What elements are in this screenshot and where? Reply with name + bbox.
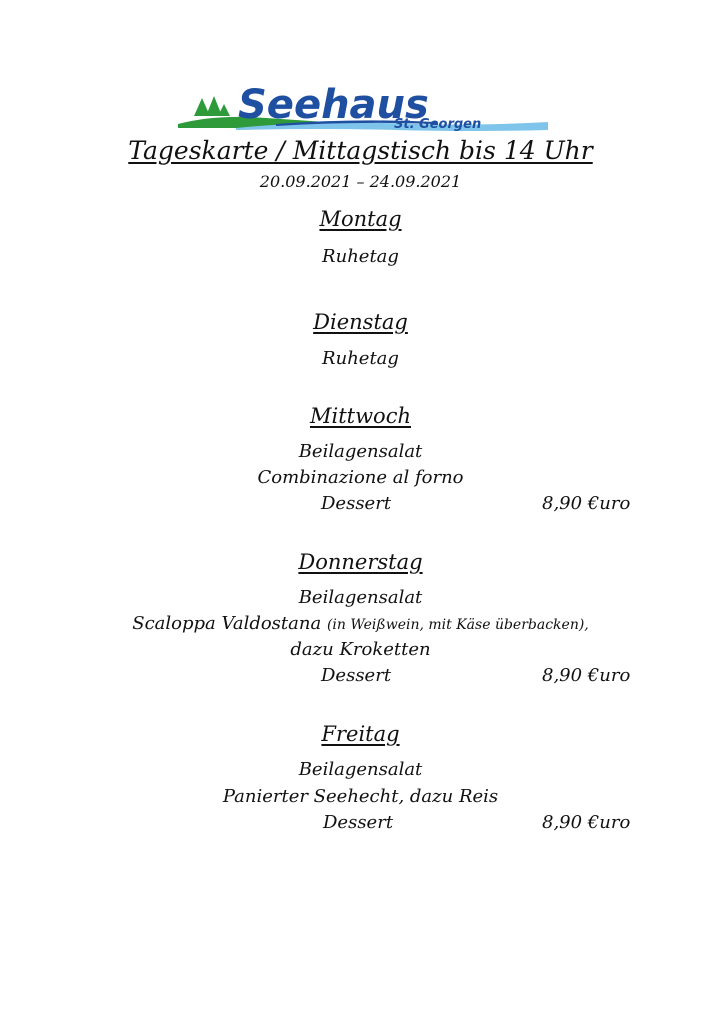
dessert-label: Dessert bbox=[321, 665, 392, 686]
date-range: 20.09.2021 – 24.09.2021 bbox=[259, 172, 462, 191]
page-title: Tageskarte / Mittagstisch bis 14 Uhr bbox=[128, 136, 593, 165]
day-heading-mittwoch: Mittwoch bbox=[309, 404, 411, 428]
day-heading-freitag: Freitag bbox=[321, 722, 400, 746]
menu-item: Combinazione al forno bbox=[257, 467, 464, 488]
price-label: 8,90 €uro bbox=[542, 812, 631, 833]
menu-item-side: dazu Kroketten bbox=[290, 639, 431, 660]
logo-subtitle-text: St. Georgen bbox=[394, 117, 482, 132]
price-label: 8,90 €uro bbox=[542, 493, 631, 514]
day-heading-dienstag: Dienstag bbox=[313, 310, 408, 334]
menu-item: Ruhetag bbox=[322, 246, 399, 267]
menu-item-main-dish bbox=[0, 613, 721, 634]
day-heading-montag: Montag bbox=[319, 207, 402, 231]
menu-item: Panierter Seehecht, dazu Reis bbox=[222, 786, 499, 807]
price-label: 8,90 €uro bbox=[542, 665, 631, 686]
logo-name-text: Seehaus bbox=[238, 84, 429, 128]
menu-item: Beilagensalat bbox=[298, 441, 423, 462]
dessert-label: Dessert bbox=[323, 812, 394, 833]
seehaus-logo-graphic bbox=[176, 84, 548, 132]
main-dish-name: Scaloppa Valdostana bbox=[132, 613, 322, 634]
menu-item: Beilagensalat bbox=[298, 587, 423, 608]
seehaus-logo bbox=[176, 84, 548, 132]
menu-item: Beilagensalat bbox=[298, 759, 423, 780]
day-heading-donnerstag: Donnerstag bbox=[298, 550, 423, 574]
main-dish-note: (in Weißwein, mit Käse überbacken), bbox=[326, 617, 589, 633]
menu-item: Ruhetag bbox=[322, 348, 399, 369]
dessert-label: Dessert bbox=[321, 493, 392, 514]
